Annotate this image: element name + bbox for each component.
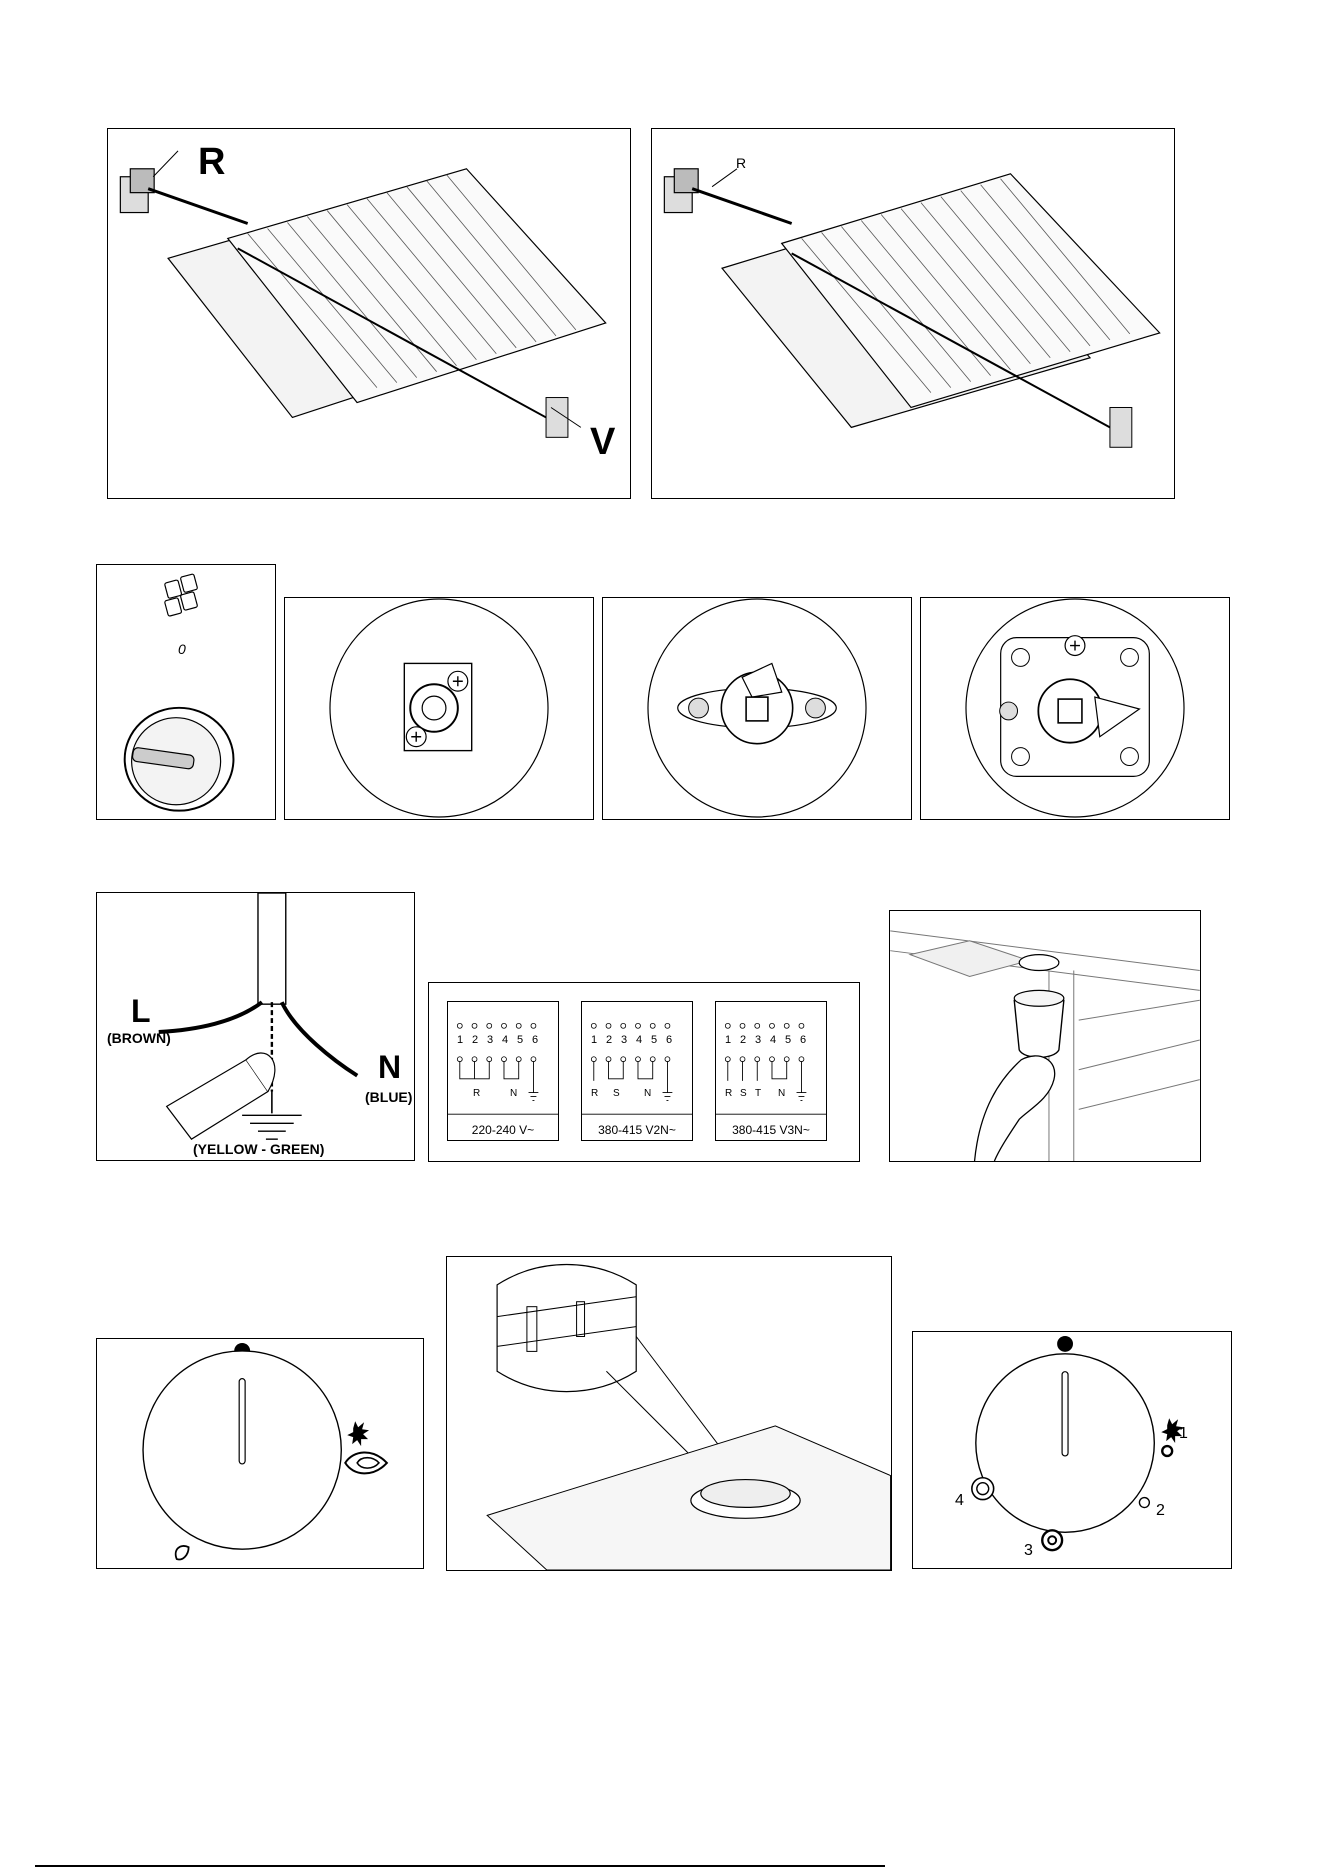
valve-drawing (921, 598, 1229, 819)
valve-detail-1 (284, 597, 594, 820)
earth-wire-label: (YELLOW - GREEN) (193, 1141, 325, 1157)
phase-letter: S (740, 1088, 747, 1099)
terminal-number: 6 (532, 1034, 539, 1046)
cable-wiring-diagram (96, 892, 415, 1161)
gas-control-dial (96, 1338, 424, 1569)
phase-letter: R (473, 1088, 481, 1099)
burner-drawing (447, 1257, 891, 1570)
dial-drawing (913, 1332, 1231, 1568)
phase-letter: N (778, 1088, 786, 1099)
electric-control-dial (912, 1331, 1232, 1569)
phase-letter: T (755, 1088, 762, 1099)
phase-letter: N (510, 1088, 518, 1099)
lamp-hand-drawing (890, 911, 1200, 1161)
terminal-number: 5 (651, 1034, 658, 1046)
terminal-number: 4 (770, 1034, 777, 1046)
valve-drawing (285, 598, 593, 819)
dial-setting-2: 2 (1156, 1502, 1165, 1519)
knob-zero-mark: 0 (178, 641, 186, 657)
dial-setting-1: 1 (1179, 1425, 1188, 1442)
brown-wire-label: (BROWN) (107, 1030, 171, 1046)
valve-drawing (603, 598, 911, 819)
oven-lamp-replacement (889, 910, 1201, 1162)
live-label: L (131, 993, 151, 1029)
terminal-number: 1 (457, 1034, 464, 1046)
grill-element-drawing (108, 129, 630, 498)
terminal-number: 6 (800, 1034, 807, 1046)
knob-drawing (97, 565, 275, 819)
terminal-block-panel (428, 982, 860, 1162)
phase-letter: R (725, 1088, 733, 1099)
phase-letter: N (644, 1088, 652, 1099)
phase-letter: R (591, 1088, 599, 1099)
grill-diagram-left (107, 128, 631, 499)
terminal-number: 2 (606, 1034, 613, 1046)
grill-diagram-right (651, 128, 1175, 499)
label-r: R (736, 155, 747, 171)
voltage-label: 380-415 V2N~ (598, 1123, 676, 1137)
terminal-number: 2 (740, 1034, 747, 1046)
grill-element-drawing (652, 129, 1174, 498)
terminal-number: 3 (755, 1034, 762, 1046)
label-v: V (590, 421, 616, 463)
terminal-diagram-two-phase (581, 1001, 693, 1141)
terminal-number: 1 (725, 1034, 732, 1046)
voltage-label: 380-415 V3N~ (732, 1123, 810, 1137)
neutral-label: N (378, 1049, 402, 1085)
knob-panel (96, 564, 276, 820)
terminal-number: 3 (487, 1034, 494, 1046)
terminal-number: 2 (472, 1034, 479, 1046)
terminal-number: 4 (502, 1034, 509, 1046)
blue-wire-label: (BLUE) (365, 1089, 413, 1105)
dial-setting-4: 4 (955, 1492, 964, 1509)
terminal-number: 1 (591, 1034, 598, 1046)
terminal-number: 3 (621, 1034, 628, 1046)
terminal-diagram-single-phase (447, 1001, 559, 1141)
phase-letter: S (613, 1088, 620, 1099)
voltage-label: 220-240 V~ (471, 1123, 535, 1137)
label-r: R (198, 141, 226, 183)
terminal-diagram-three-phase (715, 1001, 827, 1141)
terminal-number: 5 (785, 1034, 792, 1046)
burner-ignition-detail (446, 1256, 892, 1571)
footer-rule (35, 1865, 885, 1867)
terminal-number: 4 (636, 1034, 643, 1046)
valve-detail-2 (602, 597, 912, 820)
valve-detail-3 (920, 597, 1230, 820)
dial-drawing (97, 1339, 423, 1568)
terminal-number: 5 (517, 1034, 524, 1046)
terminal-number: 6 (666, 1034, 673, 1046)
dial-setting-3: 3 (1024, 1542, 1033, 1559)
